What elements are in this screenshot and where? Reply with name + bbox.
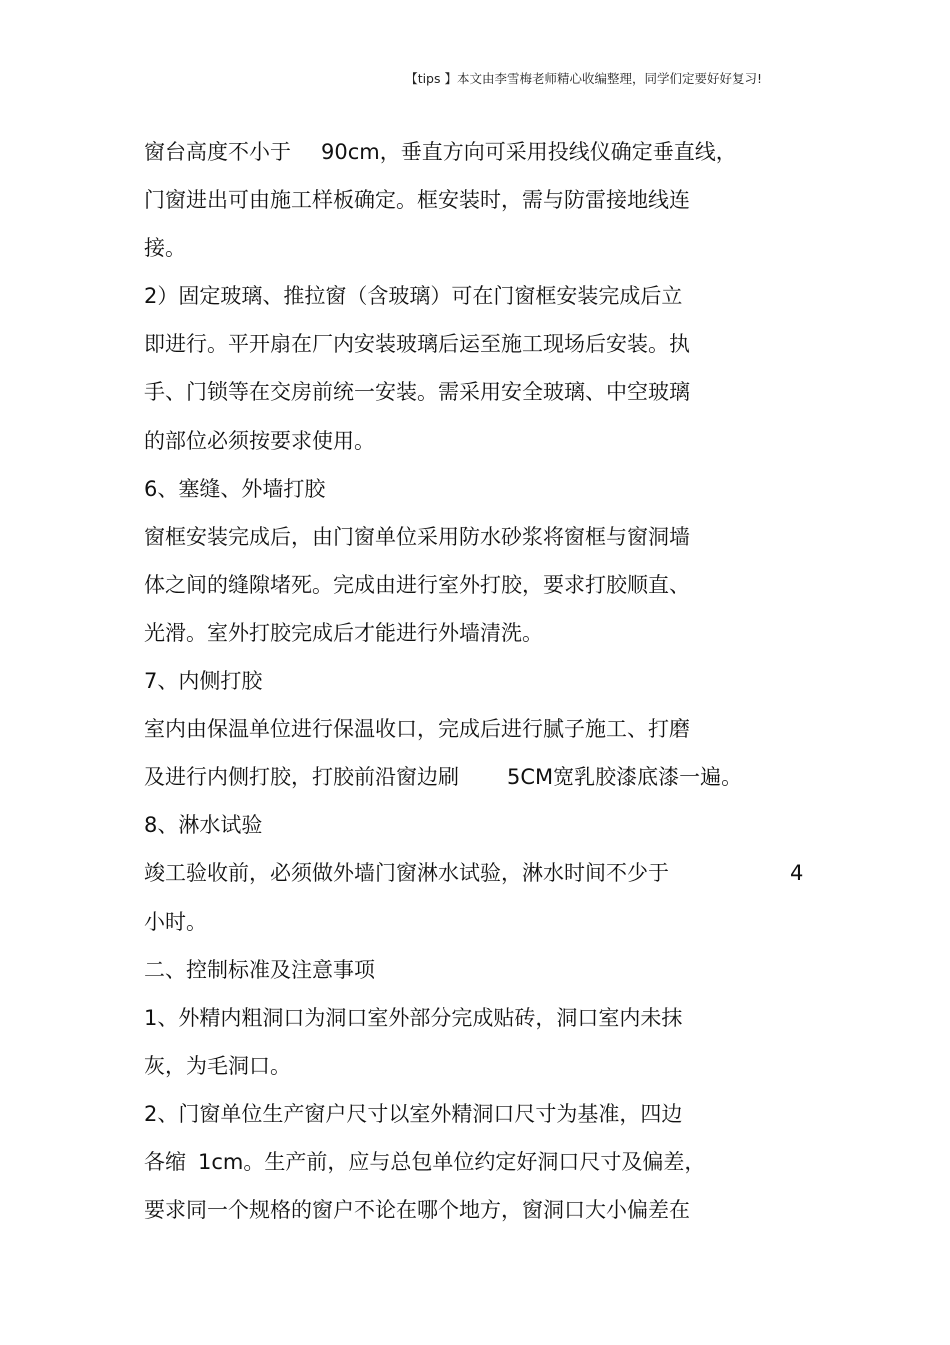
text-line: 窗框安装完成后，由门窗单位采用防水砂浆将窗框与窗洞墙 — [144, 524, 690, 549]
text-segment: 及进行内侧打胶，打胶前沿窗边刷 — [144, 765, 459, 790]
text-line: 的部位必须按要求使用。 — [144, 428, 375, 453]
text-line: 2、门窗单位生产窗户尺寸以室外精洞口尺寸为基准，四边 — [144, 1101, 683, 1126]
text-segment: 5CM宽乳胶漆底漆一遍。 — [507, 765, 743, 790]
text-line: 光滑。室外打胶完成后才能进行外墙清洗。 — [144, 620, 543, 645]
text-segment: 窗台高度不小于 — [144, 140, 291, 164]
text-line: 小时。 — [144, 909, 207, 934]
text-line — [144, 849, 824, 897]
text-segment: 4 — [790, 861, 804, 886]
text-line: 灰，为毛洞口。 — [144, 1053, 291, 1078]
section-heading: 6、塞缝、外墙打胶 — [144, 476, 326, 501]
text-line: 室内由保温单位进行保温收口，完成后进行腻子施工、打磨 — [144, 717, 690, 742]
document-body — [144, 128, 824, 1234]
text-line: 接。 — [144, 236, 186, 261]
text-line: 2）固定玻璃、推拉窗（含玻璃）可在门窗框安装完成后立 — [144, 284, 683, 309]
text-line — [144, 128, 824, 176]
text-line: 要求同一个规格的窗户不论在哪个地方，窗洞口大小偏差在 — [144, 1198, 690, 1223]
text-segment: 各缩 — [144, 1149, 186, 1174]
text-line: 手、门锁等在交房前统一安装。需采用安全玻璃、中空玻璃 — [144, 380, 690, 405]
text-segment: 1cm。生产前，应与总包单位约定好洞口尺寸及偏差， — [198, 1149, 706, 1174]
tips-header: 【tips 】本文由李雪梅老师精心收编整理，同学们定要好好复习! — [405, 71, 762, 86]
text-segment: 90cm，垂直方向可采用投线仪确定垂直线， — [321, 140, 737, 164]
text-line — [144, 1138, 824, 1186]
text-line: 体之间的缝隙堵死。完成由进行室外打胶，要求打胶顺直、 — [144, 572, 690, 597]
text-line — [144, 753, 824, 801]
section-heading: 二、控制标准及注意事项 — [144, 957, 375, 982]
text-line: 门窗进出可由施工样板确定。框安装时，需与防雷接地线连 — [144, 188, 690, 213]
section-heading: 8、淋水试验 — [144, 813, 263, 838]
text-segment: 竣工验收前，必须做外墙门窗淋水试验，淋水时间不少于 — [144, 861, 669, 886]
text-line: 即进行。平开扇在厂内安装玻璃后运至施工现场后安装。执 — [144, 332, 690, 357]
section-heading: 7、内侧打胶 — [144, 669, 263, 694]
text-line: 1、外精内粗洞口为洞口室外部分完成贴砖，洞口室内未抹 — [144, 1005, 683, 1030]
